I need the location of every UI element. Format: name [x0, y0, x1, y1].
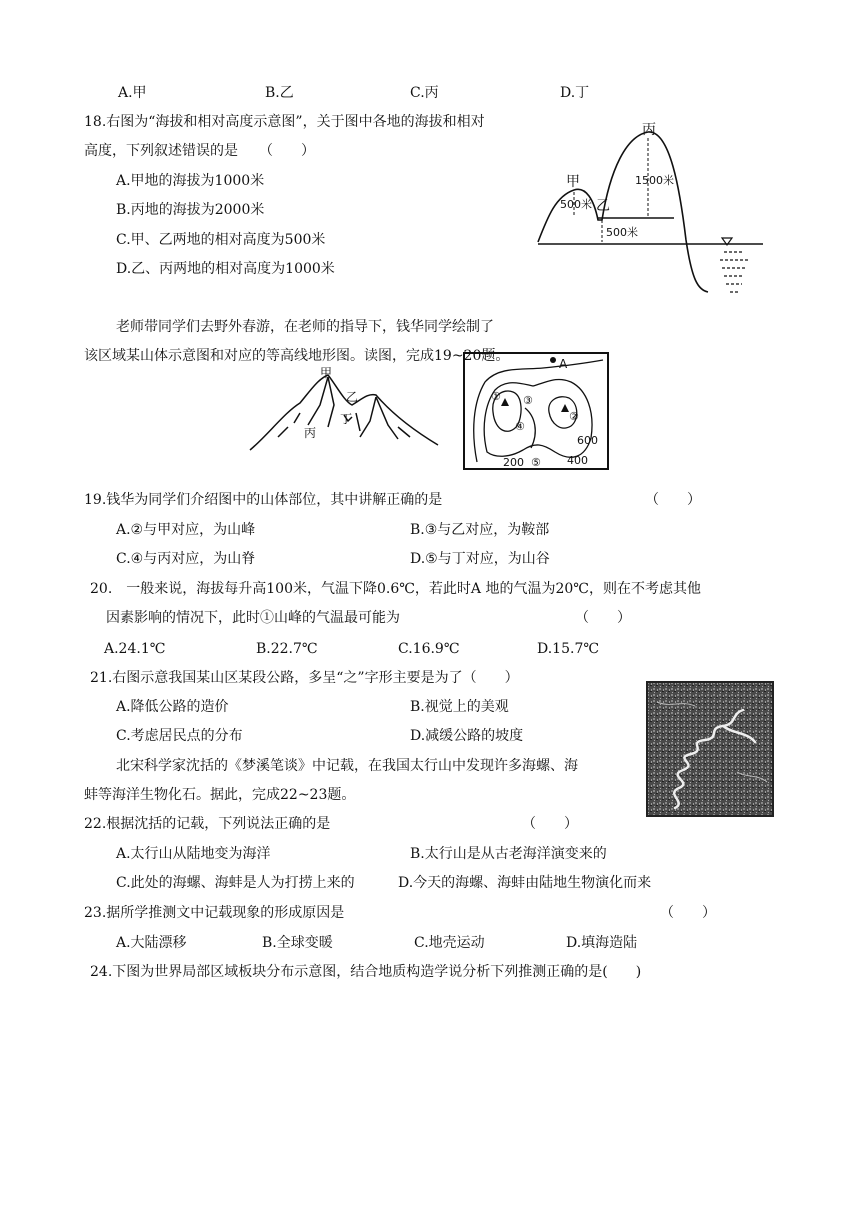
mountain-label-jia: 甲	[320, 366, 333, 380]
q18-option-c: C.甲、乙两地的相对高度为500米	[116, 232, 326, 248]
q20-stem-line1: 20. 一般来说，海拔每升高100米，气温下降0.6℃，若此时A 地的气温为20℃，则在不考虑其他	[90, 581, 701, 597]
q23-option-b: B.全球变暖	[262, 935, 333, 951]
q19-answer-paren: （ ）	[645, 492, 701, 508]
contour-map	[463, 352, 611, 472]
q24-stem: 24.下图为世界局部区域板块分布示意图，结合地质构造学说分析下列推测正确的是( )	[90, 964, 642, 980]
q17-option-b: B.乙	[265, 85, 294, 101]
q19-option-a: A.②与甲对应，为山峰	[116, 522, 256, 538]
contour-value-400: 400	[567, 454, 588, 467]
q18-option-b: B.丙地的海拔为2000米	[116, 202, 265, 218]
contour-label-5: ⑤	[531, 456, 541, 469]
q22-answer-paren: （ ）	[522, 816, 578, 832]
q23-option-a: A.大陆漂移	[116, 935, 187, 951]
q19-option-d: D.⑤与丁对应，为山谷	[410, 551, 550, 567]
q17-option-c: C.丙	[410, 85, 439, 101]
q23-answer-paren: （ ）	[660, 905, 716, 921]
q19-option-c: C.④与丙对应，为山脊	[116, 551, 256, 567]
q21-option-b: B.视觉上的美观	[410, 699, 509, 715]
intro-22-23-line1: 北宋科学家沈括的《梦溪笔谈》中记载，在我国太行山中发现许多海螺、海	[116, 758, 578, 774]
intro-22-23-line2: 蚌等海洋生物化石。据此，完成22~23题。	[84, 787, 356, 803]
q22-option-c: C.此处的海螺、海蚌是人为打捞上来的	[116, 875, 355, 891]
q21-stem: 21.右图示意我国某山区某段公路，多呈“之”字形主要是为了（ ）	[90, 670, 519, 686]
q20-option-c: C.16.9℃	[398, 641, 460, 657]
q20-option-a: A.24.1℃	[104, 641, 166, 657]
q21-option-c: C.考虑居民点的分布	[116, 728, 243, 744]
q20-option-b: B.22.7℃	[256, 641, 318, 657]
alt-label-yi: 乙	[596, 198, 610, 214]
intro-19-20-line1: 老师带同学们去野外春游，在老师的指导下，钱华同学绘制了	[116, 319, 494, 335]
q19-option-b: B.③与乙对应，为鞍部	[410, 522, 550, 538]
alt-label-500-left: 500米	[560, 198, 592, 211]
q22-option-a: A.太行山从陆地变为海洋	[116, 846, 271, 862]
q17-option-a: A.甲	[118, 85, 147, 101]
contour-label-3: ③	[523, 394, 533, 407]
q18-option-a: A.甲地的海拔为1000米	[116, 173, 265, 189]
contour-label-2: ②	[569, 410, 579, 423]
q23-stem: 23.据所学推测文中记载现象的形成原因是	[84, 905, 345, 921]
q23-option-d: D.填海造陆	[566, 935, 638, 951]
alt-label-1500: 1500米	[635, 174, 674, 187]
q20-option-d: D.15.7℃	[537, 641, 600, 657]
mountain-label-ding: 丁	[340, 412, 353, 426]
contour-label-1: ①	[491, 390, 501, 403]
q21-option-a: A.降低公路的造价	[116, 699, 229, 715]
mountain-label-bing: 丙	[304, 426, 317, 440]
alt-label-jia: 甲	[566, 174, 580, 190]
q20-answer-paren: （ ）	[575, 610, 631, 626]
contour-label-4: ④	[515, 420, 525, 433]
q22-option-d: D.今天的海螺、海蚌由陆地生物演化而来	[398, 875, 652, 891]
q21-option-d: D.减缓公路的坡度	[410, 728, 524, 744]
q17-option-d: D.丁	[560, 85, 590, 101]
contour-value-200: 200	[503, 456, 524, 469]
q18-stem-line1: 18.右图为“海拔和相对高度示意图”，关于图中各地的海拔和相对	[84, 114, 485, 130]
q18-option-d: D.乙、丙两地的相对高度为1000米	[116, 261, 335, 277]
mountain-sketch	[248, 365, 448, 475]
q22-stem: 22.根据沈括的记载，下列说法正确的是	[84, 816, 331, 832]
contour-value-600: 600	[577, 434, 598, 447]
intro-19-20-line2: 该区域某山体示意图和对应的等高线地形图。读图，完成19~20题。	[84, 348, 510, 364]
q20-stem-line2: 因素影响的情况下，此时①山峰的气温最可能为	[106, 610, 400, 626]
q22-option-b: B.太行山是从古老海洋演变来的	[410, 846, 607, 862]
mountain-label-yi: 乙	[346, 390, 359, 404]
q23-option-c: C.地壳运动	[414, 935, 485, 951]
q18-stem-line2: 高度，下列叙述错误的是 （ ）	[84, 143, 315, 159]
q19-stem: 19.钱华为同学们介绍图中的山体部位，其中讲解正确的是	[84, 492, 443, 508]
zigzag-road-photo	[647, 682, 773, 816]
contour-label-a: A	[559, 357, 568, 371]
alt-label-bing: 丙	[642, 122, 656, 138]
altitude-diagram	[538, 120, 768, 300]
alt-label-500-bottom: 500米	[606, 226, 638, 239]
